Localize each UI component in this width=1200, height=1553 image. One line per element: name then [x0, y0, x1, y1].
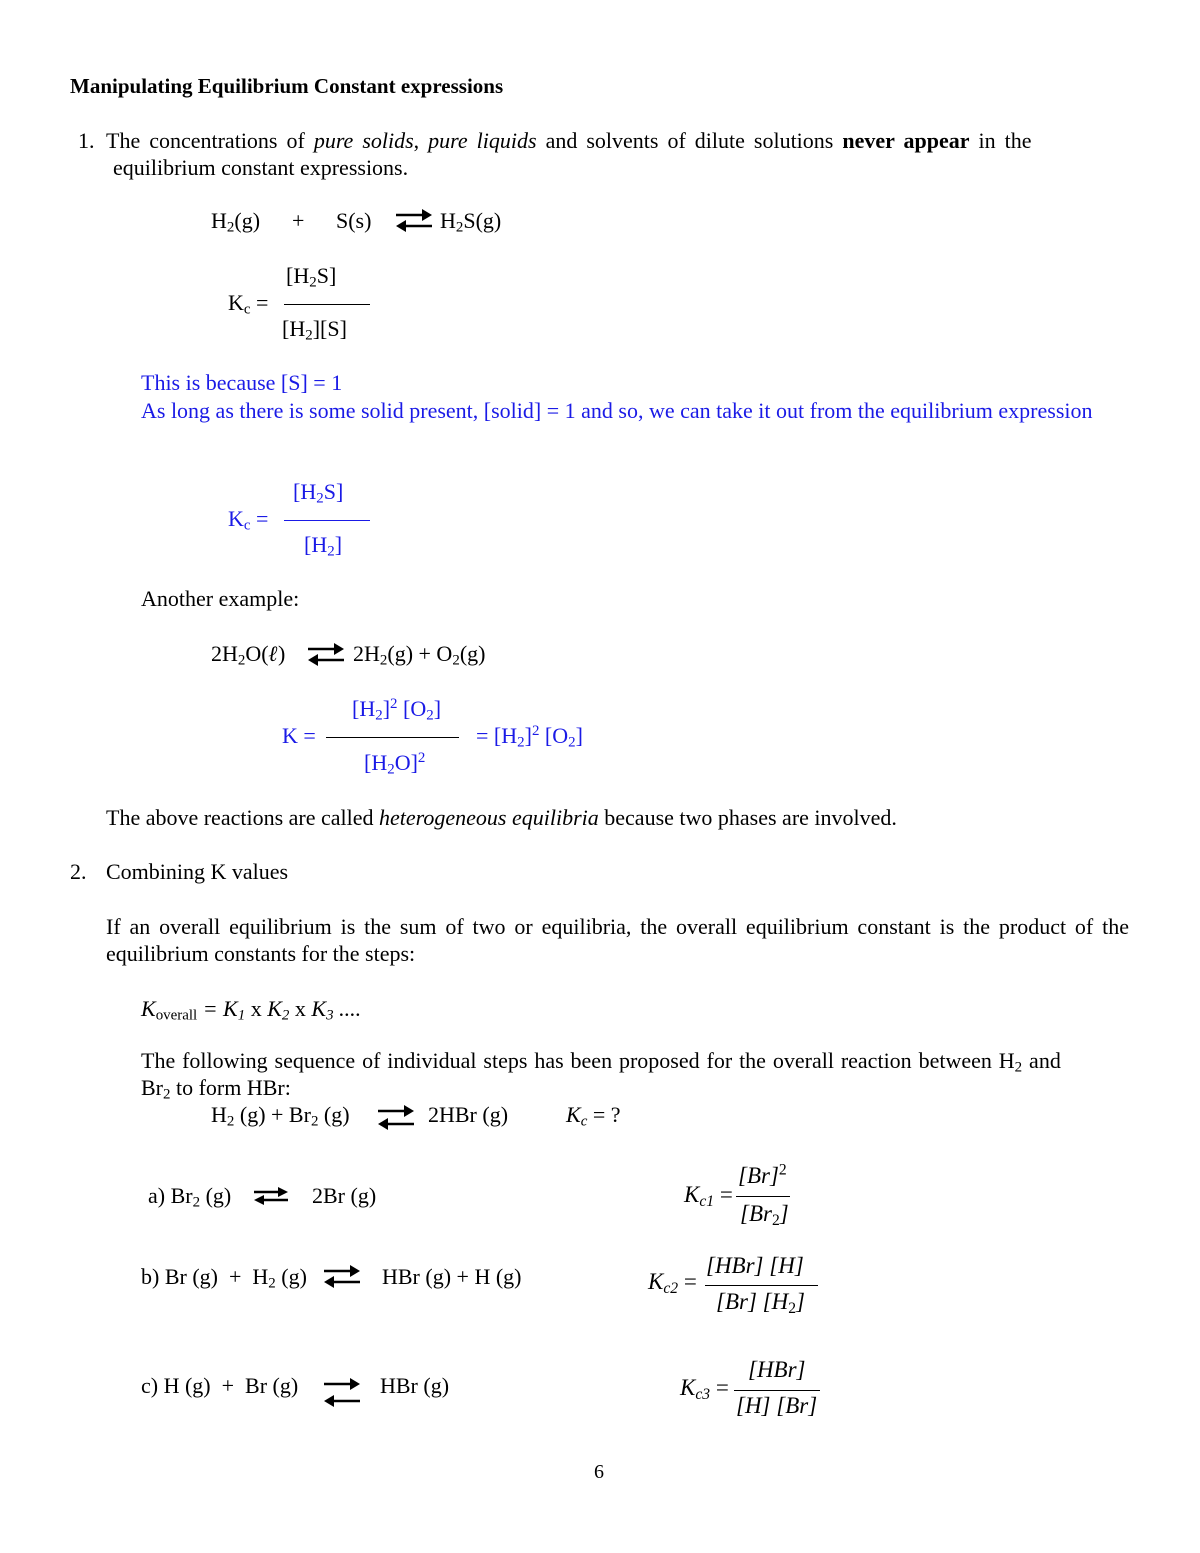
- another-example-label: Another example:: [141, 586, 300, 611]
- k-3-rhs: = $[H_2]^2$ $[O_2]$: [476, 722, 583, 751]
- step-a-right: 2Br (g): [312, 1183, 377, 1208]
- kc-2-fraction-bar: [284, 520, 370, 521]
- reaction-2-right: $2H_2(g) + O_2(g)$: [353, 641, 486, 669]
- kc-2-label: $K_c$ =: [228, 506, 269, 534]
- step-c-left: c) H (g) + Br (g): [141, 1373, 299, 1398]
- step-a-fraction-bar: [736, 1196, 790, 1197]
- step-c-fraction-bar: [734, 1390, 820, 1391]
- kc-1-label: $K_c$ =: [228, 290, 269, 318]
- heterogeneous-sentence: The above reactions are called heterogeneous equilibria because two phases are involved.: [106, 805, 897, 830]
- equilibrium-arrow-icon: [322, 1375, 362, 1409]
- k-overall-formula: $K_{overall} = K_1$ x $K_2$ x $K_3$ ....: [141, 996, 362, 1024]
- step-b-numerator: [HBr] [H]: [706, 1253, 804, 1278]
- kc-2-denominator: $[H_2]$: [304, 532, 343, 560]
- reaction-1-left-2: S(s): [336, 208, 372, 233]
- k-3-fraction-bar: [326, 737, 459, 738]
- sequence-line-1: The following sequence of individual steps has been proposed for the overall reaction between $H_2$ and: [141, 1048, 1061, 1076]
- step-a-numerator: $[Br]^2$: [738, 1161, 787, 1188]
- overall-kc: $K_c$ = ?: [566, 1102, 621, 1130]
- step-b-fraction-bar: [705, 1285, 818, 1286]
- reaction-1-right: $H_2S(g)$: [440, 208, 502, 236]
- page-title: Manipulating Equilibrium Constant expressions: [70, 74, 504, 98]
- section-2-paragraph: If an overall equilibrium is the sum of two or equilibria, the overall equilibrium constant is the product of the equilibrium constants for the steps:: [106, 914, 1129, 966]
- k-3-denominator: $[H_2O]^2$: [364, 749, 426, 778]
- step-c-k-label: $K_{c3}$ =: [680, 1375, 729, 1403]
- section-1-line-1: The concentrations of pure solids, pure liquids and solvents of dilute solutions never appear in the: [106, 128, 1032, 153]
- overall-reaction-right: 2HBr (g): [428, 1102, 509, 1127]
- reaction-1-left-1: $H_2(g)$: [211, 208, 261, 236]
- reaction-2-left: $2H_2O(\ell)$: [211, 641, 286, 669]
- section-2-heading: Combining K values: [106, 859, 289, 884]
- step-a-left: a) $Br_2$ (g): [148, 1183, 232, 1211]
- equilibrium-arrow-icon: [322, 1262, 362, 1290]
- step-c-right: HBr (g): [380, 1373, 450, 1398]
- step-b-right: HBr (g) + H (g): [382, 1264, 522, 1289]
- step-c-denominator: [H] [Br]: [736, 1393, 818, 1418]
- kc-1-denominator: $[H_2][S]$: [282, 316, 347, 344]
- equilibrium-arrow-icon: [394, 206, 434, 234]
- section-1-line-2: equilibrium constant expressions.: [113, 155, 409, 180]
- explanation-line-2: As long as there is some solid present, [solid] = 1 and so, we can take it out from the equilibrium expression: [141, 398, 1093, 423]
- explanation-line-1: This is because [S] = 1: [141, 370, 343, 395]
- equilibrium-arrow-icon: [376, 1102, 416, 1132]
- equilibrium-arrow-icon: [252, 1186, 290, 1206]
- k-3-label: K =: [282, 723, 316, 748]
- kc-2-numerator: $[H_2S]$: [293, 479, 344, 507]
- reaction-1-plus: +: [292, 208, 305, 233]
- page-number: 6: [594, 1461, 604, 1483]
- kc-1-numerator: $[H_2S]$: [286, 263, 337, 291]
- equilibrium-arrow-icon: [306, 640, 346, 668]
- section-1-number: 1.: [78, 128, 95, 153]
- section-2-number: 2.: [70, 859, 87, 884]
- step-a-denominator: $[Br_2]$: [740, 1201, 789, 1229]
- step-b-left: b) Br $(g) + H_2$ (g): [141, 1264, 307, 1292]
- step-b-denominator: [Br] $[H_2]$: [716, 1289, 805, 1317]
- sequence-line-2: $Br_2$ to form HBr:: [141, 1075, 291, 1103]
- step-c-numerator: [HBr]: [748, 1357, 806, 1382]
- overall-reaction-left: $H_2$ $(g) + Br_2$ (g): [211, 1102, 350, 1130]
- step-a-k-label: $K_{c1}$ =: [684, 1182, 733, 1210]
- kc-1-fraction-bar: [284, 304, 370, 305]
- step-b-k-label: $K_{c2}$ =: [648, 1269, 697, 1297]
- k-3-numerator: $[H_2]^2$ $[O_2]$: [352, 695, 442, 724]
